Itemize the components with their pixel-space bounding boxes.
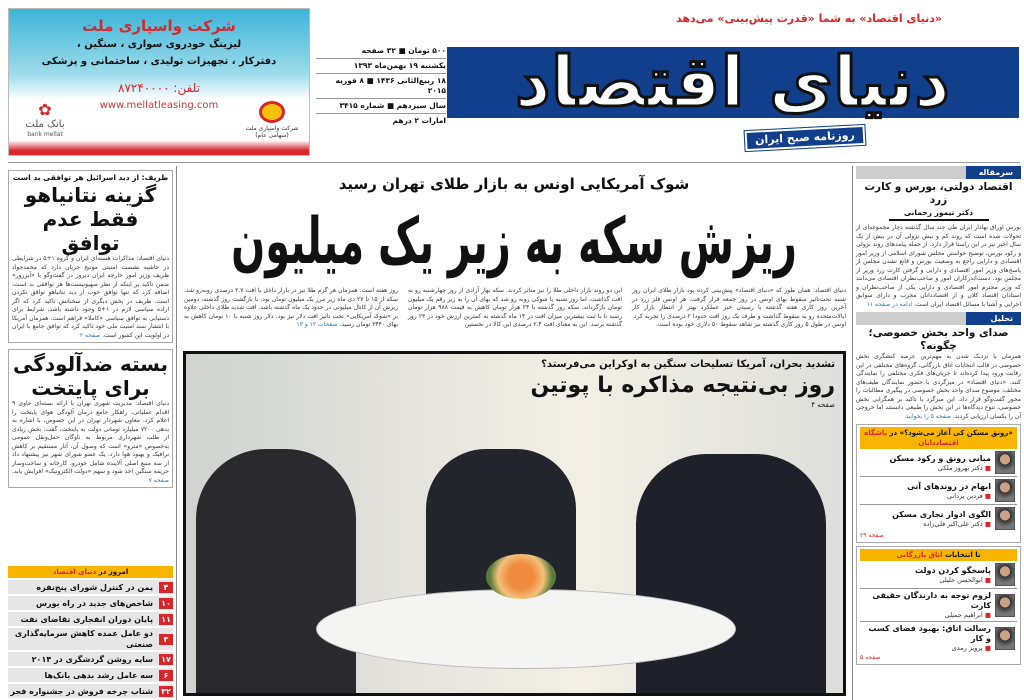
list-item[interactable]	[8, 628, 173, 650]
issue-date-persian: یکشنبه ۱۹ بهمن‌ماه ۱۳۹۳	[316, 59, 446, 74]
main-col-3-text: روز هفته است. همزمان هر گرم طلا نیز در بازار داخل با افت ۲.۷ درصدی روبه‌رو شد. سکه از ۱۵ تا ۲۷ دی ماه زیر مرز یک میلیون تومان بود. با بازگشت روز گذشته، دومین ریزش آن از کانال میلیونی در حدود یک ماه گذشته باشد. افت شدید طلای داخلی علاوه بر «شوک آمریکایی» تحت تاثیر افت دلار نیز بود. دلار روز شنبه با ۱۰ تومان کاهش به بهای ۳۴۴۰ تومان رسید.	[184, 287, 398, 328]
story1-body	[12, 255, 169, 340]
elections-label	[860, 549, 1017, 561]
housing-label-text: «رونق مسکن کی آغاز می‌شود؟» در	[887, 429, 1013, 437]
bank-name: بانک ملت	[25, 119, 65, 130]
main-kicker: شوک آمریکایی اونس به بازار طلای تهران رسید	[338, 175, 690, 193]
item-title: شتاب چرخه فروش در جشنواره فجر	[10, 686, 153, 696]
item-title: شاخص‌های جدید در راه بورس	[35, 598, 153, 608]
story-pollution	[8, 349, 173, 488]
elections-label-em: اتاق بازرگانی	[896, 551, 943, 559]
issue-number: سال سیزدهم ■ شماره ۳۴۱۵	[316, 99, 446, 114]
story2-text: دنیای اقتصاد: مدیریت شهری تهران با ارائه بسته‌ای حاوی ۹ اقدام عملیاتی، راهکار جامع درمان آلودگی هوای پایتخت را اعلام کرد. معاون شهردار تهران در این خصوص، با اشاره به بدهی ۷۲۰۰ میلیارد تومانی دولت به پایتخت، گفت: بخش زیادی از طلب شهرداری مربوط به ناوگان حمل‌ونقل عمومی به‌خصوص «مترو» است که وصول آن، آثار مستقیم بر کاهش ترافیک و بهبود هوا دارد. یک عضو شورای شهر نیز پیشنهاد داد از سه منبع اصلی آلاینده شامل خودرو، کارخانه و ساخت‌وساز جریمه سنگین اخذ شود و سهم «دولت الکترونیک» افزایش یابد.	[12, 400, 169, 475]
editorial-text: بورس اوراق بهادار ایران طی چند سال گذشته دچار مجموعه‌ای از تحولات شده است که روند کم و بیش نزولی آن در بیش از یک سال اخیر نیز در این راستا قرار دارد. از جمله پیامدهای روند نزولی و رکود بورس، توضیح خواستن مجلس شورای اسلامی از وزیر امور اقتصادی و دارایی راجع به وضعیت بورس و قانع نشدن مجلس از پاسخ‌های وزیر امور اقتصادی و دارایی و گرفتن کارت زرد وزیر از مجلس بود. دست‌اندرکاران امور و صاحب‌نظران اقتصادی می‌دانند که وزیر محترم امور اقتصادی و دارایی یکی از صاحب‌نظران و استادان اقتصاد کلان و از اقتصاددانان مجرب و دارای سوابق اجرایی و آشنا با مسائل اقتصاد ایران است.	[856, 224, 1021, 308]
item-title: رسالت اتاق: بهبود فضای کسب و کار	[868, 624, 991, 643]
photo-figure	[636, 454, 826, 696]
item-title: دو عامل عمده کاهش سرمایه‌گذاری صنعتی	[14, 629, 153, 649]
elections-page-ref[interactable]: صفحه ۵	[860, 654, 881, 661]
author-photo	[995, 507, 1015, 530]
divider	[176, 166, 177, 700]
today-label	[8, 566, 173, 578]
list-item[interactable]	[8, 596, 173, 610]
item-author: ■ ابوالحسن خلیلی	[915, 576, 991, 584]
housing-label-em: باشگاه اقتصاددانان	[864, 429, 959, 447]
section-label: تحلیل	[966, 312, 1021, 325]
elections-box	[856, 546, 1021, 665]
bank-mellat-logo	[17, 101, 73, 139]
item-title: الگوی ادوار تجاری مسکن	[892, 509, 991, 519]
editorial-more-link[interactable]: ادامه در صفحه ۱۱	[866, 300, 913, 308]
photo-figure	[196, 449, 356, 696]
ad-url[interactable]: www.mellatleasing.com	[99, 100, 219, 111]
issue-uae-price: امارات ۲ درهم	[392, 116, 446, 125]
leasing-logo-caption: شرکت واسپاری ملت (سهامی عام)	[245, 125, 299, 139]
list-item[interactable]	[8, 668, 173, 682]
item-title: مبانی رونق و رکود مسکن	[889, 453, 991, 463]
page-number: ۶	[159, 670, 173, 681]
photo-headline[interactable]: روز بی‌نتیجه مذاکره با پوتین	[530, 373, 835, 398]
list-item[interactable]	[860, 477, 1017, 505]
issue-price: ۵۰۰ تومان ■ ۳۲ صفحه	[316, 44, 446, 59]
editorial-section-bar	[856, 166, 1021, 179]
main-col-3	[184, 287, 398, 330]
analysis-section-bar	[856, 312, 1021, 325]
masthead-logo[interactable]: دنیای اقتصاد	[514, 41, 951, 123]
lead-photo[interactable]	[183, 351, 846, 696]
story1-headline[interactable]: گزینه نتانیاهو فقط عدم توافق	[24, 183, 157, 255]
page-number: ۳	[159, 634, 173, 645]
list-item[interactable]	[860, 561, 1017, 589]
main-headline[interactable]: ریزش سکه به زیر یک میلیون	[231, 205, 797, 279]
ad-line-1: لیزینگ خودروی سواری ، سنگین ،	[76, 39, 242, 50]
divider	[8, 162, 1020, 163]
analysis-text: همزمان با نزدیک شدن به مهم‌ترین عرصه کنشگری بخش خصوصی در قالب انتخابات اتاق بازرگانی، گروه‌های مختلفی در این رقابت ورود پیدا کرده‌اند تا جریان‌های فکری مختلفی را نمایندگی کنند. «دنیای اقتصاد» در میزگردی با حضور نمایندگان طیف‌های مختلف، موضوع صدای واحد بخش خصوصی در پیگیری مطالبات را محور گفت‌وگو قرار داد. این میزگرد با تاکید بر همگرایی بخش خصوصی، تنوع دیدگاه‌ها در این بخش را طبیعی دانستند اما خروجی آن را یکسان ارزیابی کردند.	[856, 353, 1021, 420]
page-number: ۱۱	[159, 614, 173, 625]
item-author: ■ دکتر بهروز ملکی	[889, 464, 991, 472]
photo-kicker: تشدید بحران، آمریکا تسلیحات سنگین به اوکراین می‌فرستد؟	[541, 359, 835, 370]
list-item[interactable]	[860, 589, 1017, 622]
list-item[interactable]	[8, 612, 173, 626]
page-number: ۴	[159, 582, 173, 593]
story1-text: دنیای اقتصاد: مذاکرات هسته‌ای ایران و گروه ۱+۵ در شرایطی در حاشیه نشست امنیتی مونیخ جریان دارد که محمدجواد ظریف وزیر امور خارجه ایران دیروز در گفت‌وگو با «آبزرور» ضمن تاکید بر اینکه از نظر صهیونیست‌ها هر توافقی بد است، اضافه کرد که تنها توافق خوب از دید نتانیاهو توافق نکردن است. ظریف در بخش دیگری از سخنانش تاکید کرد که اگر اراده سیاسی لازم در ۱+۵ وجود داشته باشد، شرایط برای دستیابی به توافق سیاسی «کاملا» فراهم است. همزمان آمریکا با انتشار سند امنیت ملی خود تاکید کرد که توافق جامع با ایران در اولویت این کشور است.	[12, 255, 170, 339]
author-photo	[995, 594, 1015, 617]
issue-date-other: ۱۸ ربیع‌الثانی ۱۴۳۶ ■ ۸ فوریه ۲۰۱۵	[316, 74, 446, 99]
item-title: لزوم توجه به دارندگان حقیقی کارت	[872, 591, 991, 610]
analysis-more-link[interactable]: صفحه ۵ را بخوانید	[905, 412, 952, 420]
left-column	[8, 170, 173, 698]
photo-caption	[465, 358, 835, 410]
photo-page-ref[interactable]: صفحه ۴	[811, 401, 835, 409]
ad-title: شرکت واسپاری ملت	[82, 17, 236, 35]
story1-kicker: ظریف: از دید اسرائیل هر توافقی بد است	[12, 173, 169, 182]
story-netanyahu	[8, 170, 173, 343]
story2-headline[interactable]: بسته ضدآلودگی برای پایتخت	[12, 352, 169, 400]
page-number: ۱۰	[159, 598, 173, 609]
masthead-tagline: «دنیای اقتصاد» به شما «قدرت پیش‌بینی» می‌دهد	[676, 12, 942, 25]
main-more-link[interactable]: صفحات ۱۲ و ۱۳	[296, 321, 338, 328]
editorial-body	[856, 224, 1021, 309]
story2-body	[12, 400, 169, 485]
advertisement-mellat-leasing[interactable]	[8, 8, 310, 156]
page-number: ۱۷	[159, 654, 173, 665]
item-title: ابهام در روندهای آتی	[907, 481, 991, 491]
list-item[interactable]	[8, 652, 173, 666]
item-title: سه عامل رشد بدهی بانک‌ها	[44, 670, 153, 680]
list-item[interactable]	[860, 449, 1017, 477]
photo-table	[316, 589, 736, 669]
item-title: سایه روشن گردشگری در ۲۰۱۴	[31, 654, 153, 664]
page-number: ۳۲	[159, 686, 173, 697]
housing-label	[860, 427, 1017, 449]
list-item[interactable]	[860, 622, 1017, 654]
masthead-subtitle: روزنامه صبح ایران	[745, 125, 866, 151]
bank-name-en: bank mellat	[27, 131, 63, 138]
section-label: سرمقاله	[966, 166, 1021, 179]
author-photo	[995, 451, 1015, 474]
main-col-2: این دو روند بازار داخلی طلا را نیز متاثر کردند. سکه بهار آزادی از روز چهارشنبه رو به افت گذاشت، اما روز شنبه با شوکی روبه رو شد که بهای آن را به زیر رقم یک میلیون تومان بازگرداند. سکه روز گذشته با ۲۴ هزار تومان کاهش به قیمت ۹۸۸ هزار تومان رسید تا با ثبت بیشترین میزان افت در ۱۴ ماه گذشته به کمترین ارزش خود در ۲۳ روز گذشته برسد. این به معنای افت ۲.۴ درصدی این کالا در نخستین	[408, 287, 622, 328]
ad-line-2: دفترکار ، تجهیزات تولیدی ، ساختمانی و پزشکی	[41, 56, 277, 67]
item-title: پایان دوران انفجاری تقاضای نفت	[20, 614, 153, 624]
list-item[interactable]	[8, 580, 173, 594]
main-story-body	[184, 287, 846, 330]
list-item[interactable]	[860, 505, 1017, 532]
photo-flowers	[486, 554, 556, 599]
editorial-author: دکتر تیمور رحمانی	[889, 208, 989, 221]
author-photo	[995, 627, 1015, 650]
item-author: ■ دکتر علی‌اکبر قلی‌زاده	[892, 520, 991, 528]
housing-page-ref[interactable]: صفحه ۲۹	[860, 532, 884, 539]
leasing-logo	[243, 101, 301, 139]
story2-more-link[interactable]: صفحه ۷	[148, 476, 169, 484]
author-photo	[995, 479, 1015, 502]
editorial-title[interactable]: اقتصاد دولتی، بورس و کارت زرد	[864, 181, 1013, 206]
item-author: ■ فردین یزدانی	[907, 492, 991, 500]
item-author: ■ پرویز رمدی	[862, 644, 991, 652]
issue-info	[316, 44, 446, 128]
author-photo	[995, 563, 1015, 586]
housing-box	[856, 424, 1021, 543]
item-title: یمن در کنترل شورای پنج‌نفره	[36, 582, 153, 592]
analysis-title[interactable]: صدای واحد بخش خصوصی؛ چگونه؟	[868, 327, 1009, 352]
today-label-em: دنیای اقتصاد	[52, 568, 97, 576]
ad-phone: تلفن: ۸۷۲۴۰۰۰۰	[118, 81, 200, 95]
main-col-1: دنیای اقتصاد: همان طور که «دنیای اقتصاد» پیش‌بینی کرده بود بازار طلای ایران روز شنبه تحت‌تاثیر سقوط بهای اونس در روز جمعه قرار گرفت. هر اونس فلز زرد در آخرین روز کاری هفته گذشته با رسیدن خبر عملکرد بهتر از انتظار بازار کار ایالات‌متحده رو به سقوط گذاشت و طرف یک روز افت حدودا ۲ درصدی را تجربه کرد. اونس در طول ۵ روز کاری گذشته نیز شاهد سقوط ۵۰ دلاری خود بوده است.	[632, 287, 846, 328]
leasing-logo-icon	[259, 101, 285, 123]
story1-more-link[interactable]: صفحه ۲	[79, 331, 101, 339]
bank-logo-icon: ✿	[38, 100, 52, 119]
today-label-text: امروز در	[96, 568, 129, 576]
divider	[852, 166, 853, 700]
today-in-paper	[8, 566, 173, 698]
list-item[interactable]	[8, 684, 173, 698]
analysis-body	[856, 353, 1021, 421]
right-column	[856, 166, 1021, 698]
item-title: پاسخگو کردن دولت	[915, 565, 991, 575]
elections-label-text: تا انتخابات	[942, 551, 981, 559]
item-author: ■ ابراهیم جمیلی	[862, 611, 991, 619]
